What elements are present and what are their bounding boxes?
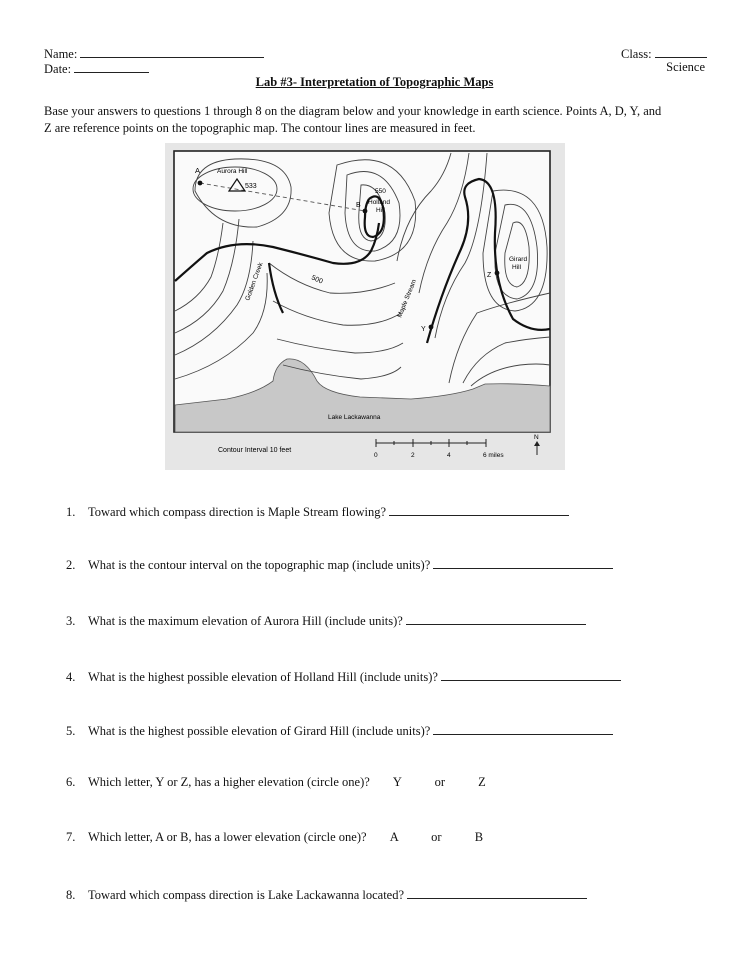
north-arrow-icon <box>534 441 540 455</box>
question-text: What is the highest possible elevation of Girard Hill (include units)? <box>88 724 431 738</box>
topographic-map-drawing <box>165 143 565 470</box>
question-number: 2. <box>66 558 76 572</box>
name-label: Name: <box>44 47 78 61</box>
question-text: Toward which compass direction is Maple Stream flowing? <box>88 505 387 519</box>
question-text: Which letter, Y or Z, has a higher elevation (circle one)? <box>88 775 370 789</box>
answer-blank[interactable] <box>433 722 613 735</box>
contour-interval-label: Contour Interval 10 feet <box>218 447 292 454</box>
page-title: Lab #3- Interpretation of Topographic Maps <box>255 75 494 89</box>
question-number: 3. <box>66 614 76 628</box>
girard-label-1: Girard <box>509 256 528 263</box>
question-text: Toward which compass direction is Lake Lackawanna located? <box>88 888 405 902</box>
question-7 <box>66 830 483 845</box>
topographic-map <box>165 143 565 470</box>
answer-blank[interactable] <box>389 503 569 516</box>
question-5 <box>66 722 613 739</box>
choice-z[interactable]: Z <box>478 775 486 789</box>
question-2 <box>66 556 613 573</box>
lake-label: Lake Lackawanna <box>328 414 381 421</box>
name-blank[interactable] <box>80 45 264 58</box>
point-y-dot <box>429 325 434 330</box>
point-z-dot <box>495 271 500 276</box>
north-label: N <box>534 434 539 441</box>
question-number: 7. <box>66 830 76 844</box>
aurora-elevation-label: 533 <box>245 183 257 190</box>
answer-blank[interactable] <box>433 556 613 569</box>
subject-label: Science <box>666 60 705 74</box>
question-1 <box>66 503 569 520</box>
choice-or: or <box>434 775 446 789</box>
point-a-dot <box>198 181 203 186</box>
point-b-label: B <box>356 202 361 209</box>
instructions <box>44 103 661 137</box>
instructions-line-2: Z are reference points on the topographic map. The contour lines are measured in feet. <box>44 121 476 135</box>
choice-or: or <box>431 830 442 844</box>
choice-y[interactable]: Y <box>392 775 402 789</box>
question-number: 6. <box>66 775 76 789</box>
choice-b[interactable]: B <box>474 830 484 844</box>
scale-6-label: 6 miles <box>483 452 504 459</box>
golden-creek-label: Golden Creek <box>244 261 265 302</box>
question-text: What is the highest possible elevation of Holland Hill (include units)? <box>88 670 438 684</box>
question-6 <box>66 775 486 790</box>
scale-bar <box>376 439 486 447</box>
question-number: 4. <box>66 670 76 684</box>
question-number: 1. <box>66 505 76 519</box>
girard-label-2: Hill <box>512 264 522 271</box>
question-text: What is the contour interval on the topographic map (include units)? <box>88 558 431 572</box>
question-number: 5. <box>66 724 76 738</box>
question-text: What is the maximum elevation of Aurora Hill (include units)? <box>88 614 403 628</box>
answer-blank[interactable] <box>441 668 621 681</box>
maple-stream-label: Maple Stream <box>396 278 419 319</box>
answer-blank[interactable] <box>407 886 587 899</box>
question-8 <box>66 886 587 903</box>
answer-blank[interactable] <box>406 612 586 625</box>
contour-500-label: 500 <box>310 274 324 286</box>
scale-2-label: 2 <box>411 452 415 459</box>
date-label: Date: <box>44 62 72 76</box>
point-y-label: Y <box>421 326 426 333</box>
question-text: Which letter, A or B, has a lower elevation (circle one)? <box>88 830 367 844</box>
scale-0-label: 0 <box>374 452 378 459</box>
class-blank[interactable] <box>655 45 707 58</box>
scale-4-label: 4 <box>447 452 451 459</box>
aurora-hill-label: Aurora Hill <box>217 168 248 175</box>
choice-a[interactable]: A <box>389 830 399 844</box>
point-a-label: A <box>195 166 201 175</box>
holland-label-1: Holland <box>368 199 391 206</box>
point-z-label: Z <box>487 272 492 279</box>
instructions-line-1: Base your answers to questions 1 through 8 on the diagram below and your knowledge in earth science. Points A, D, Y, and <box>44 104 662 118</box>
date-blank[interactable] <box>74 60 149 73</box>
question-3 <box>66 612 586 629</box>
holland-label-2: Hill <box>376 207 386 214</box>
point-b-dot <box>363 209 368 214</box>
holland-elevation-label: 550 <box>375 188 386 195</box>
question-4 <box>66 668 621 685</box>
question-number: 8. <box>66 888 76 902</box>
class-label: Class: <box>621 47 652 61</box>
